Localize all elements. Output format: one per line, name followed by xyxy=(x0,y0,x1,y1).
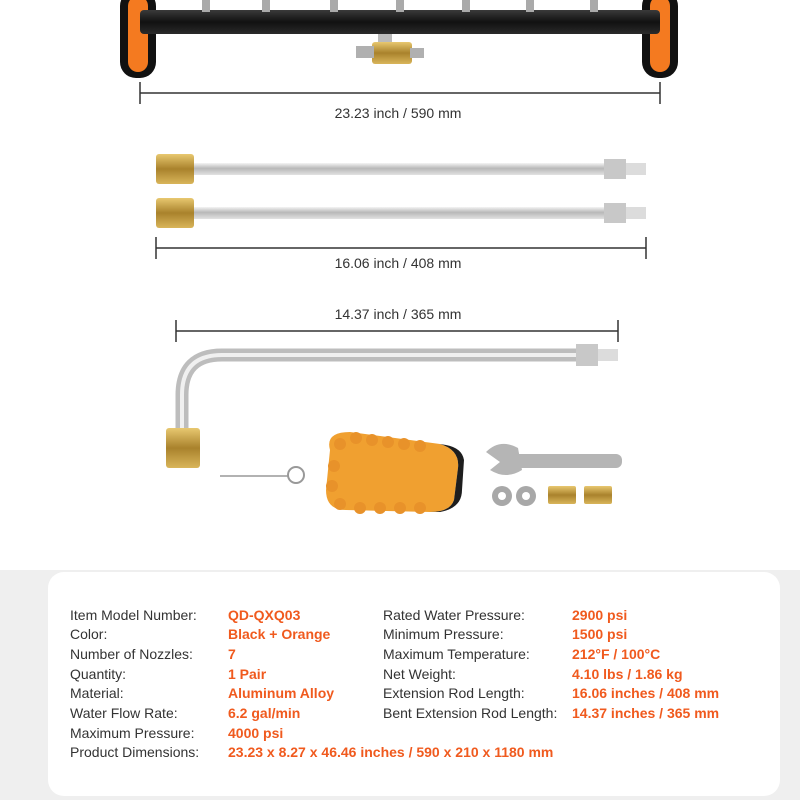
spec-value: 23.23 x 8.27 x 46.46 inches / 590 x 210 x 1180 mm xyxy=(228,744,554,760)
spec-label: Extension Rod Length: xyxy=(383,685,525,701)
extension-rod-1 xyxy=(156,154,646,184)
spec-value: 7 xyxy=(228,646,236,662)
spec-label: Water Flow Rate: xyxy=(70,705,178,721)
surface-cleaner-frame xyxy=(120,0,678,78)
spec-value: 4.10 lbs / 1.86 kg xyxy=(572,666,683,682)
extension-rod-length-label: 16.06 inch / 408 mm xyxy=(334,255,462,271)
spec-label: Material: xyxy=(70,685,124,701)
spray-bar xyxy=(140,10,660,34)
broom-width-label: 23.23 inch / 590 mm xyxy=(334,105,462,121)
spec-label: Maximum Temperature: xyxy=(383,646,530,662)
spec-value: 4000 psi xyxy=(228,725,284,741)
inlet-valve xyxy=(356,34,424,64)
spec-label: Maximum Pressure: xyxy=(70,725,195,741)
spec-label: Product Dimensions: xyxy=(70,744,200,760)
spec-label: Quantity: xyxy=(70,666,127,682)
extension-rod-2 xyxy=(156,198,646,228)
cleaning-needle xyxy=(220,467,304,483)
spec-label: Net Weight: xyxy=(383,666,456,682)
spec-label: Item Model Number: xyxy=(70,607,197,623)
spec-value: 1500 psi xyxy=(572,626,628,642)
spec-label: Minimum Pressure: xyxy=(383,626,504,642)
width-dimension-line xyxy=(140,82,660,104)
spec-value: QD-QXQ03 xyxy=(228,607,301,623)
spec-label: Number of Nozzles: xyxy=(70,646,193,662)
spec-label: Color: xyxy=(70,626,108,642)
specifications-card xyxy=(48,572,780,796)
wrench xyxy=(486,444,622,475)
spec-value: 1 Pair xyxy=(228,666,267,682)
spec-label: Bent Extension Rod Length: xyxy=(383,705,558,721)
spec-value: Black + Orange xyxy=(228,626,331,642)
spec-value: 16.06 inches / 408 mm xyxy=(572,685,720,701)
spec-value: 212°F / 100°C xyxy=(572,646,661,662)
nuts-and-fittings xyxy=(492,486,612,506)
wash-mitt xyxy=(326,432,464,514)
bent-rod-dimension-line xyxy=(176,320,618,342)
spec-value: 2900 psi xyxy=(572,607,628,623)
spec-label: Rated Water Pressure: xyxy=(383,607,525,623)
bent-rod-length-label: 14.37 inch / 365 mm xyxy=(334,306,462,322)
spec-value: Aluminum Alloy xyxy=(228,685,335,701)
spec-value: 14.37 inches / 365 mm xyxy=(572,705,720,721)
spec-value: 6.2 gal/min xyxy=(228,705,301,721)
